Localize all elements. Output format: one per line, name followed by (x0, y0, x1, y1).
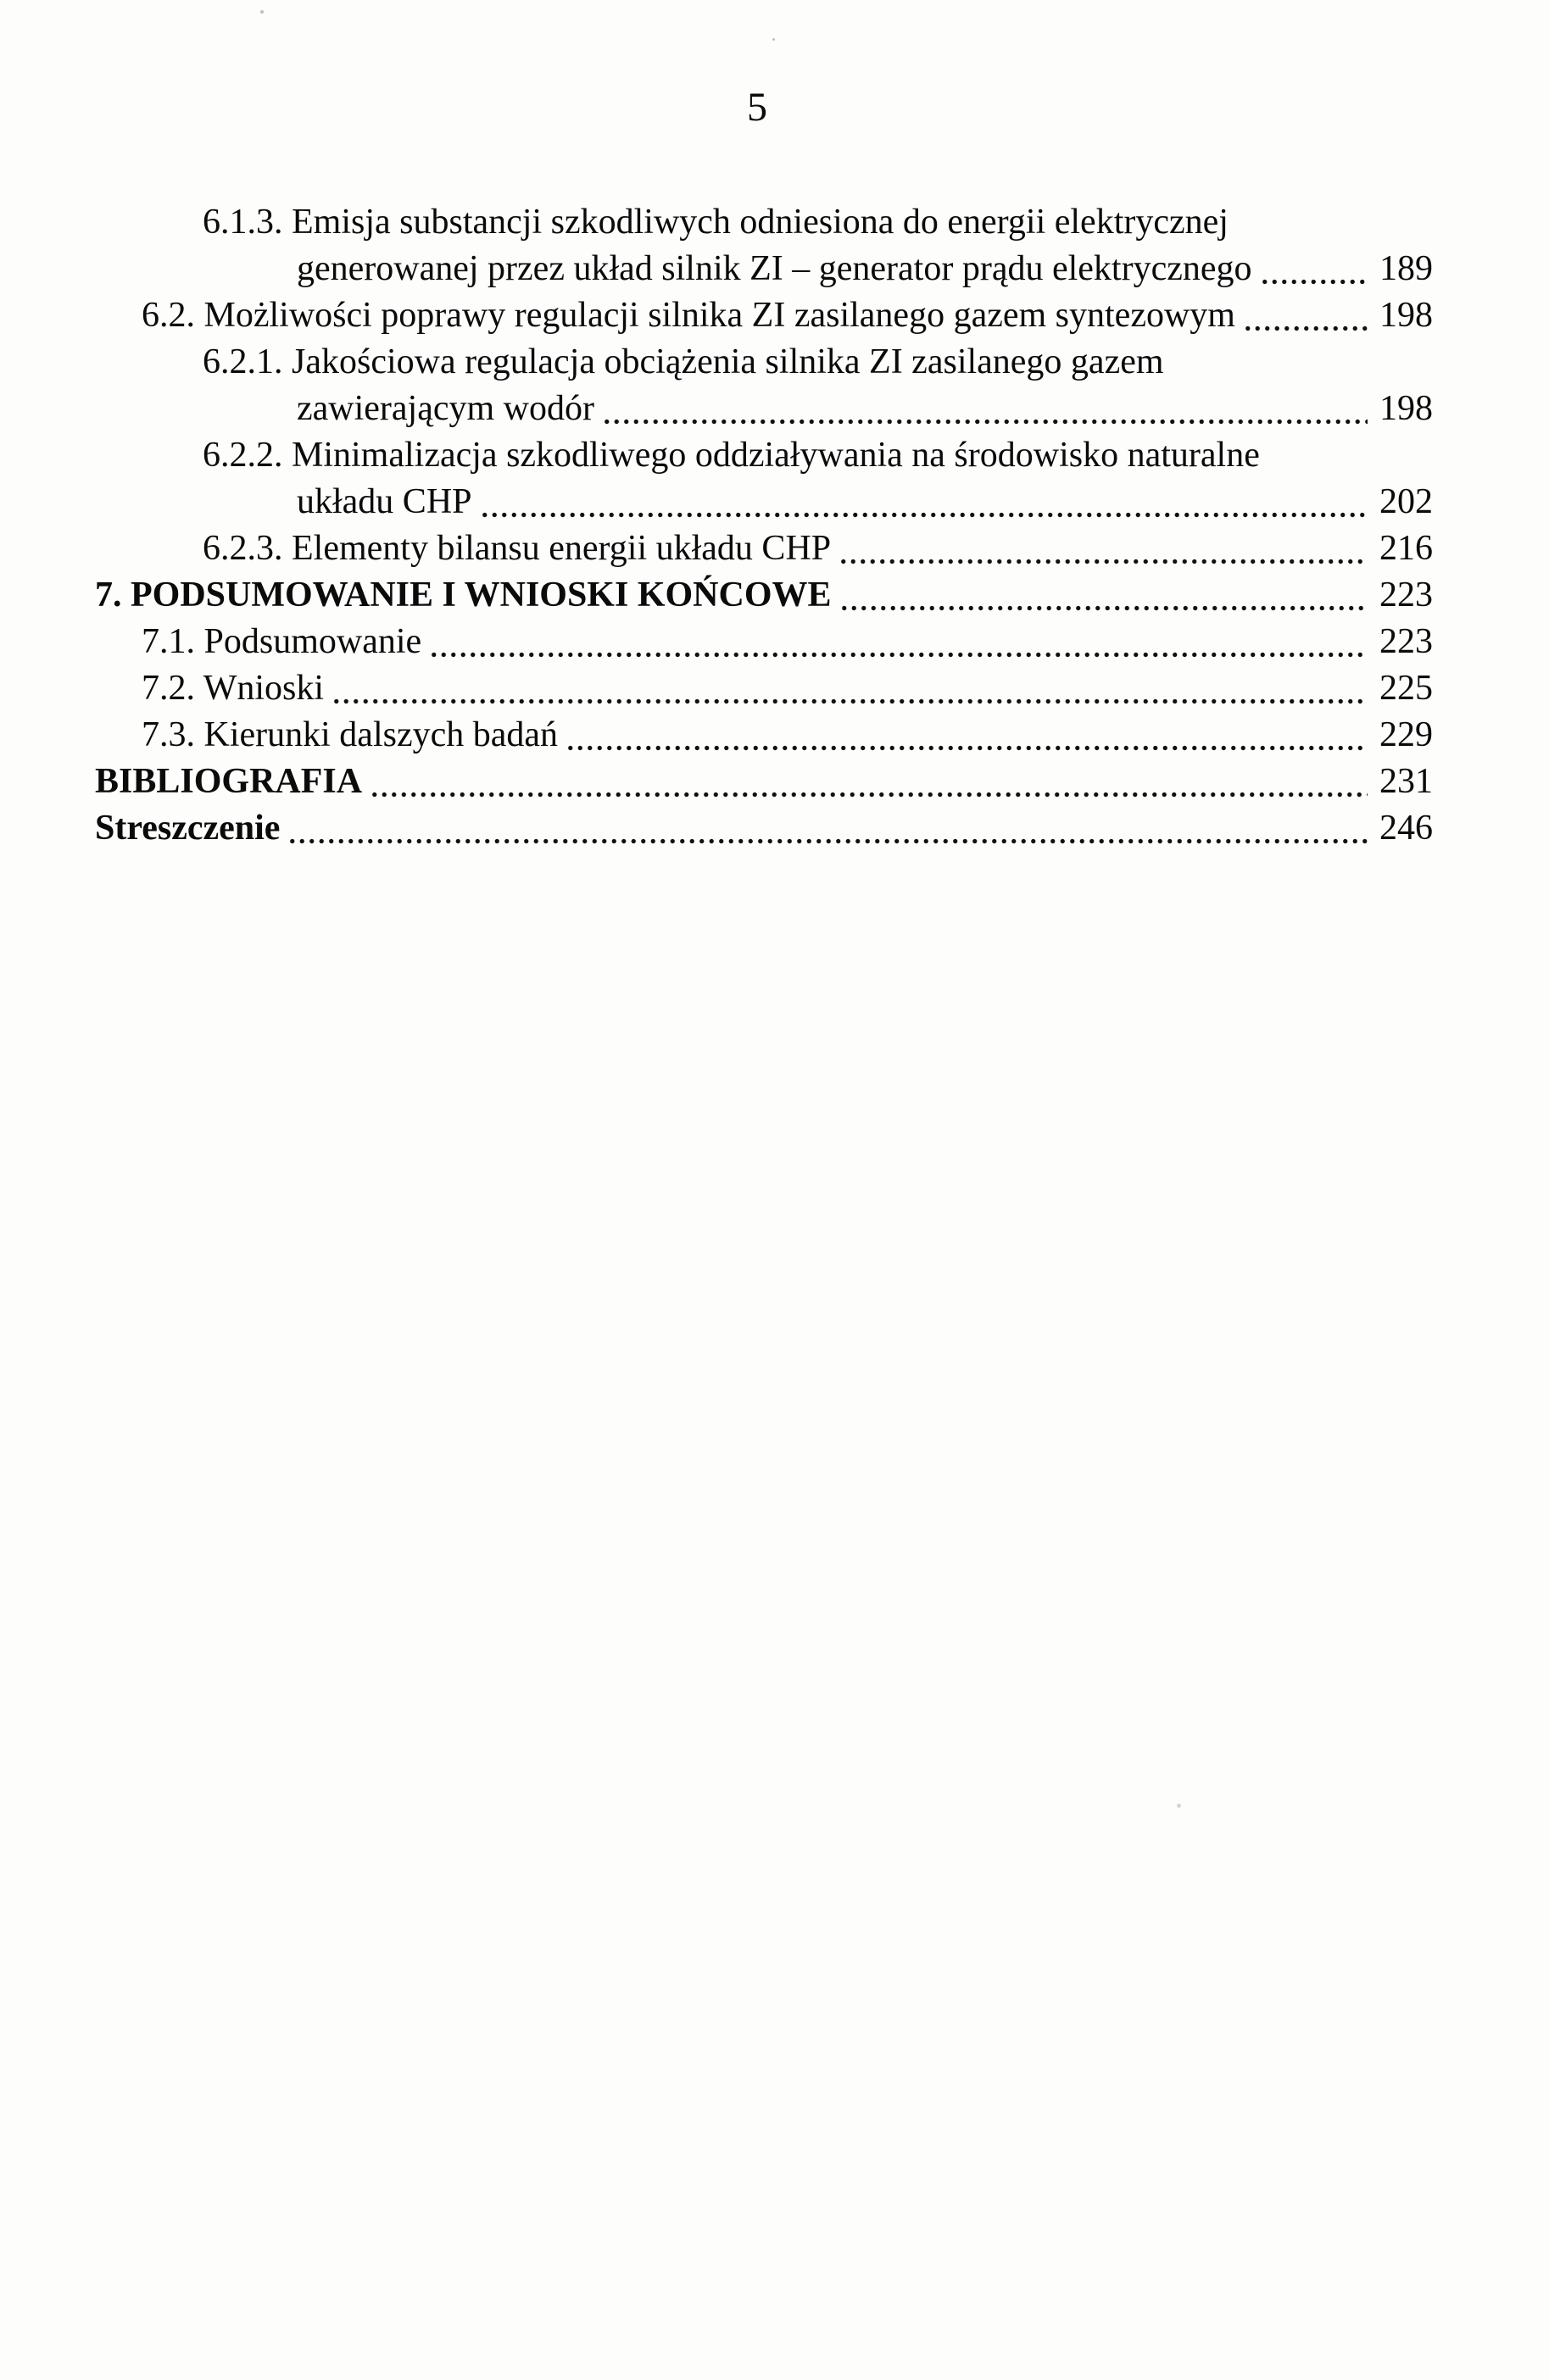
dot-leader (602, 419, 1368, 425)
dot-leader (1243, 325, 1368, 331)
dot-leader (566, 745, 1368, 751)
toc-entry-6-2-2 (95, 432, 1433, 525)
scan-artifact-dot (1177, 1804, 1181, 1808)
toc-entry-title: 6.1.3. Emisja substancji szkodliwych odniesiona do energii elektrycznej (203, 203, 1229, 242)
dot-leader (429, 652, 1368, 658)
toc-entry-page-ref: 223 (1379, 576, 1433, 614)
toc-entry-title: Streszczenie (95, 809, 281, 848)
toc-entry-6-2-3 (95, 525, 1433, 572)
toc-entry-title: 7.1. Podsumowanie (142, 622, 422, 661)
toc-entry-continuation (95, 246, 1433, 292)
toc-entry-6-2 (95, 292, 1433, 339)
toc-entry-title: 7.3. Kierunki dalszych badań (142, 715, 559, 754)
toc-entry-title: 6.2. Możliwości poprawy regulacji silnika ZI zasilanego gazem syntezowym (142, 296, 1235, 335)
scan-artifact-dot (260, 10, 264, 14)
toc-entry-title: BIBLIOGRAFIA (95, 762, 363, 801)
toc-entry-title-continued: zawierającym wodór (297, 389, 594, 428)
toc-entry-bibliografia (95, 759, 1433, 805)
toc-entry-7-1 (95, 619, 1433, 665)
dot-leader (839, 559, 1368, 564)
toc-entry-7-2 (95, 665, 1433, 712)
toc-entry-title: 6.2.1. Jakościowa regulacja obciążenia silnika ZI zasilanego gazem (203, 342, 1164, 381)
scan-artifact-dot (772, 38, 775, 41)
toc-entry-title: 7. PODSUMOWANIE I WNIOSKI KOŃCOWE (95, 576, 832, 614)
toc-entry-continuation (95, 479, 1433, 525)
toc-entry-6-1-3 (95, 199, 1433, 292)
toc-entry-page-ref: 216 (1379, 529, 1433, 568)
toc-entry-page-ref: 225 (1379, 669, 1433, 708)
dot-leader (370, 792, 1368, 798)
toc-entry-page-ref: 189 (1379, 249, 1433, 288)
toc-entry-title-continued: generowanej przez układ silnik ZI – generator prądu elektrycznego (297, 249, 1252, 288)
toc-entry-page-ref: 202 (1379, 482, 1433, 521)
dot-leader (839, 605, 1368, 611)
dot-leader (287, 838, 1368, 844)
toc-entry-title-continued: układu CHP (297, 482, 472, 521)
toc-entry-7 (95, 572, 1433, 619)
toc-entry-page-ref: 223 (1379, 622, 1433, 661)
toc-entry-7-3 (95, 712, 1433, 759)
toc-entry-title: 6.2.3. Elementy bilansu energii układu CHP (203, 529, 832, 568)
dot-leader (1260, 279, 1368, 285)
dot-leader (332, 698, 1368, 704)
dot-leader (480, 512, 1368, 518)
table-of-contents (95, 199, 1433, 852)
toc-entry-continuation (95, 386, 1433, 432)
page-number: 5 (747, 85, 768, 130)
toc-entry-page-ref: 198 (1379, 389, 1433, 428)
toc-entry-title: 6.2.2. Minimalizacja szkodliwego oddziaływania na środowisko naturalne (203, 436, 1260, 475)
toc-entry-page-ref: 198 (1379, 296, 1433, 335)
toc-entry-6-2-1 (95, 339, 1433, 432)
toc-entry-streszczenie (95, 805, 1433, 852)
toc-entry-page-ref: 229 (1379, 715, 1433, 754)
toc-entry-page-ref: 246 (1379, 809, 1433, 848)
toc-entry-page-ref: 231 (1379, 762, 1433, 801)
toc-entry-title: 7.2. Wnioski (142, 669, 325, 708)
